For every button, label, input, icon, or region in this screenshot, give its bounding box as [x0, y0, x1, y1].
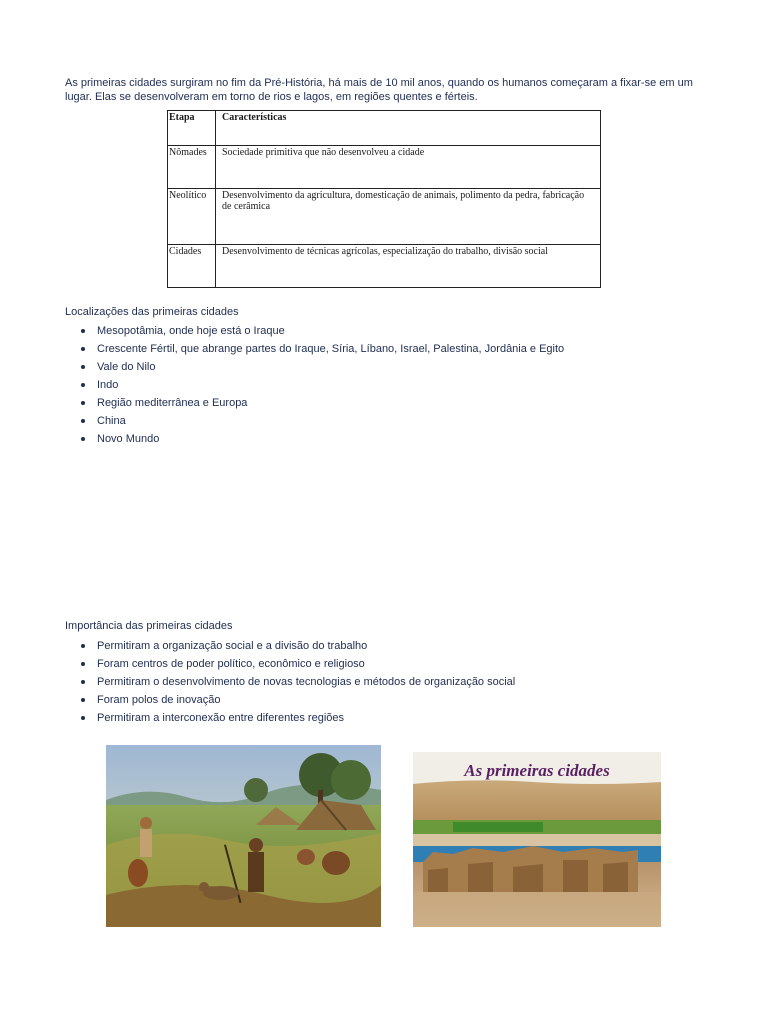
list-item: Permitiram o desenvolvimento de novas tecnologias e métodos de organização social [65, 673, 515, 691]
table-row [168, 146, 601, 189]
stages-table [167, 110, 601, 288]
list-item: Permitiram a interconexão entre diferentes regiões [65, 709, 515, 727]
table-cell-features: Desenvolvimento de técnicas agrícolas, especialização do trabalho, divisão social [216, 245, 601, 288]
table-cell-stage: Cidades [168, 245, 216, 288]
table-row [168, 189, 601, 245]
list-item: Mesopotâmia, onde hoje está o Iraque [65, 322, 564, 340]
list-item: Foram centros de poder político, econômico e religioso [65, 655, 515, 673]
list-item: Vale do Nilo [65, 358, 564, 376]
intro-paragraph: As primeiras cidades surgiram no fim da Pré-História, há mais de 10 mil anos, quando os humanos começaram a fixar-se em um lugar. Elas se desenvolveram em torno de rios e lagos, em regiões quentes e férteis. [65, 77, 693, 103]
prehistoric-village-illustration [106, 745, 381, 927]
table-row [168, 245, 601, 288]
locations-list [65, 322, 564, 448]
table-header-stage: Etapa [168, 111, 216, 146]
list-item: China [65, 412, 564, 430]
importance-heading: Importância das primeiras cidades [65, 620, 233, 632]
ruins-caption: As primeiras cidades [464, 761, 610, 780]
table-cell-stage: Neolítico [168, 189, 216, 245]
table-cell-features: Sociedade primitiva que não desenvolveu a cidade [216, 146, 601, 189]
list-item: Foram polos de inovação [65, 691, 515, 709]
importance-list [65, 637, 515, 727]
table-header-row [168, 111, 601, 146]
table-header-features: Características [216, 111, 601, 146]
list-item: Novo Mundo [65, 430, 564, 448]
list-item: Permitiram a organização social e a divisão do trabalho [65, 637, 515, 655]
locations-heading: Localizações das primeiras cidades [65, 306, 239, 318]
table-cell-stage: Nômades [168, 146, 216, 189]
ancient-ruins-illustration [413, 752, 661, 927]
list-item: Crescente Fértil, que abrange partes do Iraque, Síria, Líbano, Israel, Palestina, Jordânia e Egito [65, 340, 564, 358]
list-item: Indo [65, 376, 564, 394]
list-item: Região mediterrânea e Europa [65, 394, 564, 412]
table-cell-features: Desenvolvimento da agricultura, domesticação de animais, polimento da pedra, fabricação de cerâmica [216, 189, 601, 245]
